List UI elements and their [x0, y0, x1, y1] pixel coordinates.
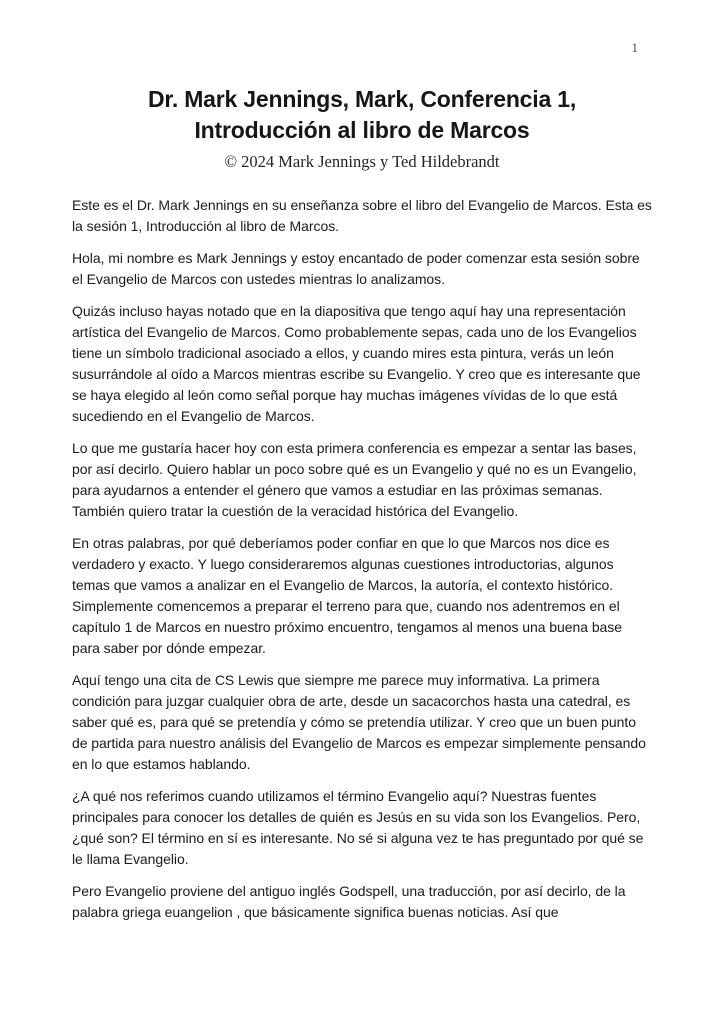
document-header [0, 0, 724, 172]
copyright-line: © 2024 Mark Jennings y Ted Hildebrandt [224, 152, 500, 171]
document-body [72, 195, 652, 923]
paragraph: Lo que me gustaría hacer hoy con esta primera conferencia es empezar a sentar las bases, por así decirlo. Quiero hablar un poco sobre qué es un Evangelio y qué no es un Evangelio, para ayudarnos a entender el género que vamos a estudiar en las próximas semanas. También quiero tratar la cuestión de la veracidad histórica del Evangelio. [72, 440, 637, 519]
document-title-line2: Introducción al libro de Marcos [194, 117, 530, 143]
page-number: 1 [631, 40, 638, 55]
paragraph: Pero Evangelio proviene del antiguo inglés Godspell, una traducción, por así decirlo, de la palabra griega euangelion , que básicamente significa buenas noticias. Así que [72, 883, 626, 920]
document-title-line1: Dr. Mark Jennings, Mark, Conferencia 1, [147, 86, 577, 112]
paragraph: En otras palabras, por qué deberíamos poder confiar en que lo que Marcos nos dice es verdadero y exacto. Y luego consideraremos algunas cuestiones introductorias, algunos temas que vamos a analizar en el Evangelio de Marcos, la autoría, el contexto histórico. Simplemente comencemos a preparar el terreno para que, cuando nos adentremos en el capítulo 1 de Marcos en nuestro próximo encuentro, tengamos al menos una buena base para saber por dónde empezar. [72, 535, 622, 656]
paragraph: Hola, mi nombre es Mark Jennings y estoy encantado de poder comenzar esta sesión sobre el Evangelio de Marcos con ustedes mientras lo analizamos. [72, 250, 640, 287]
paragraph: ¿A qué nos referimos cuando utilizamos el término Evangelio aquí? Nuestras fuentes principales para conocer los detalles de quién es Jesús en su vida son los Evangelios. Pero, ¿qué son? El término en sí es interesante. No sé si alguna vez te has preguntado por qué se le llama Evangelio. [72, 788, 644, 867]
paragraph: Este es el Dr. Mark Jennings en su enseñanza sobre el libro del Evangelio de Marcos. Esta es la sesión 1, Introducción al libro de Marcos. [72, 197, 652, 234]
paragraph: Quizás incluso hayas notado que en la diapositiva que tengo aquí hay una representación artística del Evangelio de Marcos. Como probablemente sepas, cada uno de los Evangelios tiene un símbolo tradicional asociado a ellos, y cuando mires esta pintura, verás un león susurrándole al oído a Marcos mientras escribe su Evangelio. Y creo que es interesante que se haya elegido al león como señal porque hay muchas imágenes vívidas de lo que está sucediendo en el Evangelio de Marcos. [72, 303, 641, 424]
paragraph: Aquí tengo una cita de CS Lewis que siempre me parece muy informativa. La primera condición para juzgar cualquier obra de arte, desde un sacacorchos hasta una catedral, es saber qué es, para qué se pretendía y cómo se pretendía utilizar. Y creo que un buen punto de partida para nuestro análisis del Evangelio de Marcos es empezar simplemente pensando en lo que estamos hablando. [72, 672, 646, 772]
